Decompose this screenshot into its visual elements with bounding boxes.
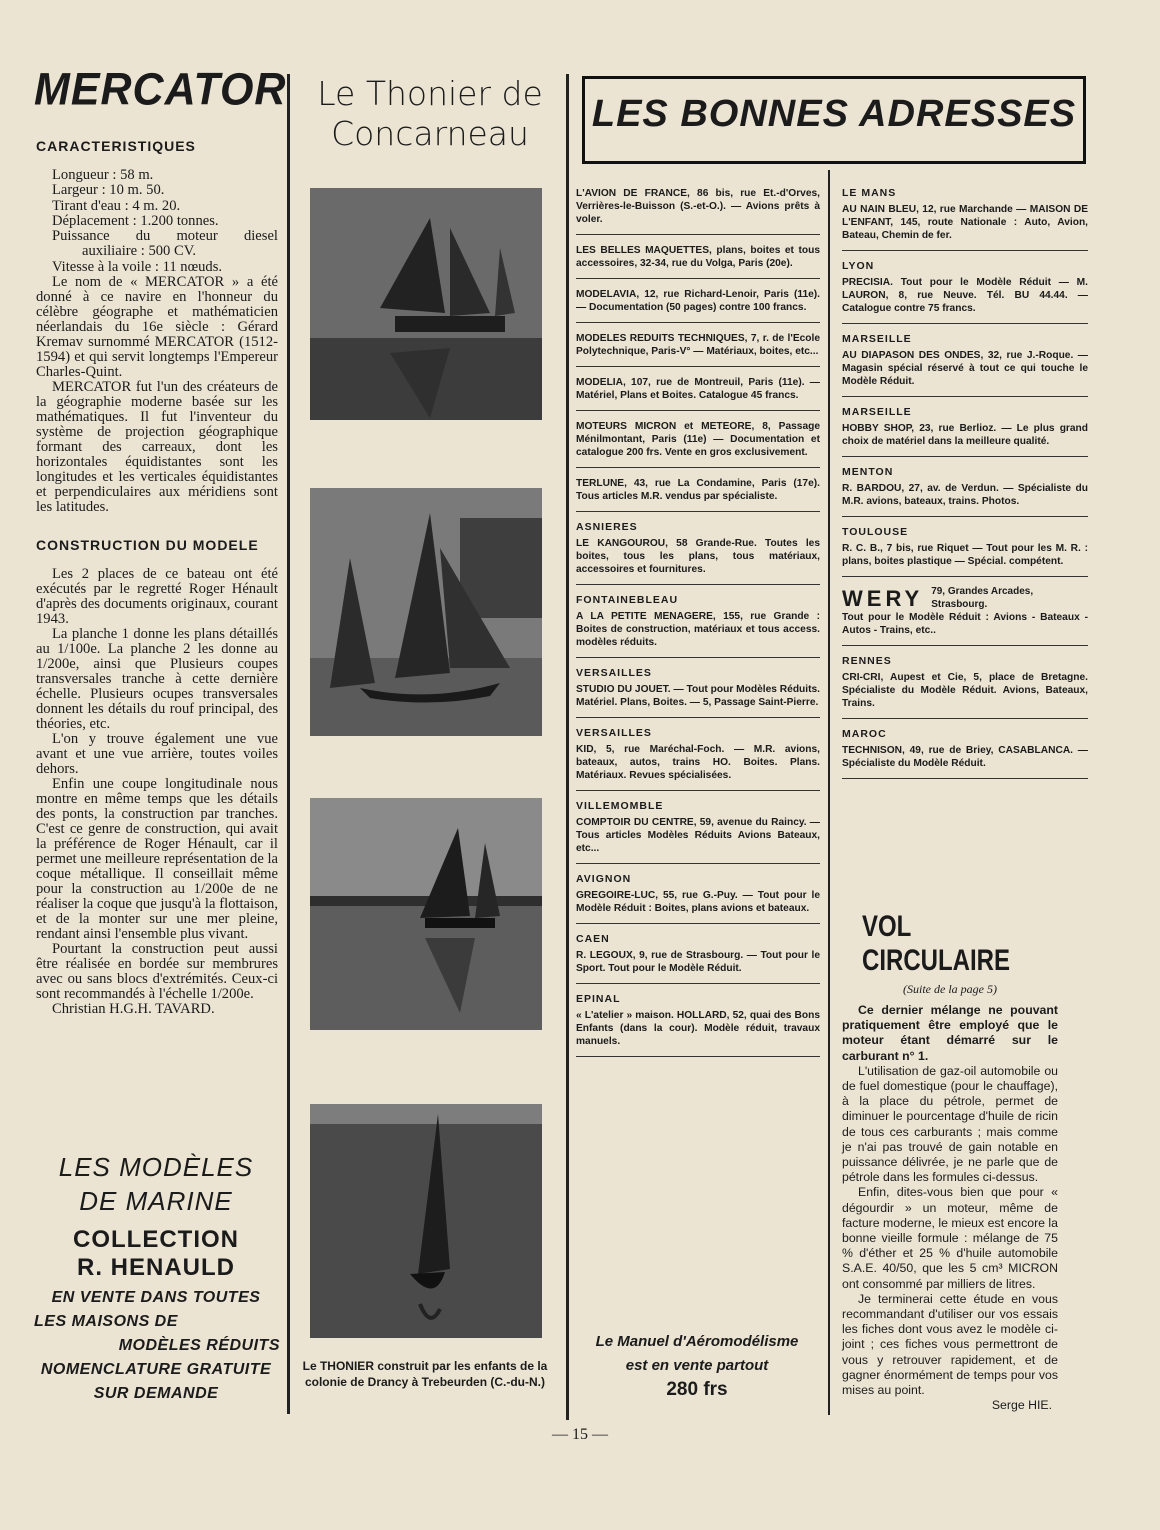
advert-line-1: LES MODÈLES [58,1152,254,1182]
address-city: MARSEILLE [842,333,912,345]
bonnes-adresses-banner [582,76,1086,164]
spec-power: Puissance du moteur diesel [52,228,278,245]
address-entry [576,371,820,411]
column-rule-middle [566,74,569,1420]
manuel-advert [570,1330,824,1402]
address-city: EPINAL [576,993,621,1005]
photo-caption: Le THONIER construit par les enfants de la colonie de Drancy à Trebeurden (C.-du-N.) [302,1359,548,1389]
address-city: MARSEILLE [842,406,912,418]
construction-heading: CONSTRUCTION DU MODELE [36,537,259,554]
address-entry [576,589,820,658]
henauld-advert [26,1150,286,1406]
spec-power-value: auxiliaire : 500 CV. [82,243,197,260]
address-city: MENTON [842,466,894,478]
thonier-title [300,74,560,154]
construction-paragraph-3: L'on y trouve également une vue avant et une vue arrière, toutes voiles dehors. [36,731,278,778]
address-entry [842,328,1088,397]
vol-paragraph-2: L'utilisation de gaz-oil automobile ou de fuel domestique (pour le chauffage), à la place du pétrole, permet de diminuer le pourcentage d'huile de ricin de tous ces carburants ; mais comme je n'ai pas trouvé de gain notable en puissance délivrée, je ne parle que de pétrole dans les formules ci-dessus. [842,1063,1058,1185]
addresses-column-2 [842,182,1088,783]
manuel-line-1: Le Manuel d'Aéromodélisme [595,1333,799,1350]
wery-text: Tout pour le Modèle Réduit : Avions - Bateaux - Autos - Trains, etc.. [842,612,1088,636]
column-rule-right [828,170,830,1415]
address-entry [842,650,1088,719]
address-text: L'AVION DE FRANCE, 86 bis, rue Et.-d'Orves, Verrières-le-Buisson (S.-et-O.). — Avions prêts à voler. [576,188,820,225]
specs-list [52,168,278,275]
address-text: GREGOIRE-LUC, 55, rue G.-Puy. — Tout pour le Modèle Réduit : Boites, plans avions et bateaux. [576,890,820,914]
address-text: MODELAVIA, 12, rue Richard-Lenoir, Paris (11e). — Documentation (50 pages) contre 100 francs. [576,289,820,313]
address-city: MAROC [842,728,887,740]
photo-boat-harbour [310,188,542,420]
address-city: LYON [842,260,875,272]
vol-circulaire-subtitle: (Suite de la page 5) [903,982,997,996]
address-entry [576,662,820,718]
vol-paragraph-1: Ce dernier mélange ne pouvant pratiquement être employé que le moteur étant démarré sur le carburant n° 1. [842,1003,1058,1063]
thonier-title-line-2: Concarneau [331,114,529,153]
address-text: KID, 5, rue Maréchal-Foch. — M.R. avions, bateaux, autos, trains HO. Boites. Plans. Matériaux. Revues spécialisées. [576,744,820,781]
address-text: MODELIA, 107, rue de Montreuil, Paris (11e). — Matériel, Plans et Boites. Catalogue 45 francs. [576,377,820,401]
address-entry [576,327,820,367]
wery-logo: WERY [842,585,924,611]
construction-paragraph-5: Pourtant la construction peut aussi être réalisée en bordée sur membrures avec ou sans blocs d'extrémités. Ceux-ci sont recommandés à l'échelle 1/200e. [36,941,278,1003]
vol-circulaire-title: VOL CIRCULAIRE [862,910,1010,977]
address-entry [842,182,1088,251]
address-text: R. BARDOU, 27, av. de Verdun. — Spécialiste du M.R. avions, bateaux, trains. Photos. [842,483,1088,507]
address-city: AVIGNON [576,873,632,885]
address-entry [576,928,820,984]
address-text: AU NAIN BLEU, 12, rue Marchande — MAISON DE L'ENFANT, 145, route Nationale : Auto, Avion, Bateau, Chemin de fer. [842,204,1088,241]
address-text: TERLUNE, 43, rue La Condamine, Paris (17e). Tous articles M.R. vendus par spécialiste. [576,478,820,502]
spec-width: Largeur : 10 m. 50. [52,182,165,199]
address-entry [576,283,820,323]
address-text: R. LEGOUX, 9, rue de Strasbourg. — Tout pour le Sport. Tout pour le Modèle Réduit. [576,950,820,974]
advert-line-9: SUR DEMANDE [93,1385,219,1402]
advert-line-8: NOMENCLATURE GRATUITE [40,1361,272,1378]
characteristics-heading: CARACTERISTIQUES [36,138,196,154]
address-text: AU DIAPASON DES ONDES, 32, rue J.-Roque. — Magasin spécial réservé à tout ce qui touche le Modèle Réduit. [842,350,1088,387]
address-entry [576,516,820,585]
mercator-article [36,138,278,1017]
mercator-paragraph-2: MERCATOR fut l'un des créateurs de la géographie moderne basée sur les mathématiques. Il fut l'inventeur du système de projection géographique formant des carreaux, dont les horizontales équidistantes sont les longitudes et les verticales équidistantes et perpendiculaires aux méridiens sont les latitudes. [36,379,278,516]
thonier-title-line-1: Le Thonier de [317,74,543,113]
address-entry [576,988,820,1057]
address-entry [576,795,820,864]
address-city: TOULOUSE [842,526,909,538]
vol-paragraph-4: Je terminerai cette étude en vous recommandant d'utiliser our vos essais les fiches dont vous avez le modèle ci-joint ; ces fiches vous permettront de vous y retrouver rapidement, et de gagner énormément de temps pour vos mises au point. [842,1291,1058,1398]
address-entry [576,472,820,512]
construction-paragraph-2: La planche 1 donne les plans détaillés au 1/100e. La planche 2 les donne au 1/200e, ainsi que Plusieurs coupes transversales tranche à cette dernière échelle. Plusieurs ocupes transversales donnent les détails du rouf principal, des théories, etc. [36,626,278,733]
address-city: LE MANS [842,187,897,199]
advert-line-7: MODÈLES RÉDUITS [118,1337,280,1354]
address-text: R. C. B., 7 bis, rue Riquet — Tout pour les M. R. : plans, boites plastique — Spécial. compétent. [842,543,1088,567]
address-text: « L'atelier » maison. HOLLARD, 52, quai des Bons Enfants (dans la cour). Modèle réduit, travaux manuels. [576,1010,820,1047]
address-text: PRECISIA. Tout pour le Modèle Réduit — M. LAURON, 8, rue Neuve. Tél. BU 44.44. — Catalogue contre 75 francs. [842,277,1088,314]
construction-paragraph-1: Les 2 places de ce bateau ont été exécutés par le regretté Roger Hénault d'après des documents originaux, courant 1943. [36,566,278,628]
address-entry [576,868,820,924]
mercator-paragraph-1: Le nom de « MERCATOR » a été donné à ce navire en l'honneur du célèbre géographe et mathématicien néerlandais du 16e siècle : Gérard Kremav surnommé MERCATOR (1512-1594) et qui servit longtemps l'Empereur Charles-Quint. [36,274,278,381]
address-text: LE KANGOUROU, 58 Grande-Rue. Toutes les boites, tous les plans, tous matériaux, accessoires et fournitures. [576,538,820,575]
vol-paragraph-3: Enfin, dites-vous bien que pour « dégourdir » un moteur, même de facture moderne, le mieux est encore la bonne vieille formule : mélange de 75 % d'éther et 25 % d'huile automobile S.A.E. 40/50, que les 5 cm³ MICRON ont consommé par milliers de litres. [842,1185,1058,1291]
address-text: A LA PETITE MENAGERE, 155, rue Grande : Boites de construction, matériaux et tous access. modèles réduits. [576,611,820,648]
advert-line-4: R. HENAULD [77,1254,235,1281]
spec-speed: Vitesse à la voile : 11 nœuds. [52,258,223,275]
advert-line-3: COLLECTION [73,1226,239,1253]
address-text: STUDIO DU JOUET. — Tout pour Modèles Réduits. Matériel. Plans, Boites. — 5, Passage Saint-Pierre. [576,684,820,708]
advert-line-2: DE MARINE [79,1186,233,1216]
mercator-title: MERCATOR [34,64,287,116]
vol-circulaire-article [842,910,1058,1413]
photo-boat-beach [310,488,542,736]
advert-line-5: EN VENTE DANS TOUTES [51,1289,261,1306]
manuel-price: 280 frs [666,1379,728,1400]
address-city: VERSAILLES [576,727,652,739]
bonnes-adresses-title: LES BONNES ADRESSES [591,93,1077,135]
address-text: LES BELLES MAQUETTES, plans, boites et tous accessoires, 32-34, rue du Volga, Paris (20e). [576,245,820,269]
construction-paragraph-4: Enfin une coupe longitudinale nous montre en même temps que les détails des ponts, la construction par tranches. C'est ce genre de construction, qui avait la préférence de Roger Hénault, car il permet une meilleure représentation de la coque métallique. Il conseillait même pour la construction au 1/200e de ne réaliser la coque que jusqu'à la flottaison, et de la monter sur une mer pleine, rendant ainsi l'ensemble plus vivant. [36,776,278,943]
address-entry [842,521,1088,577]
addresses-column-1 [576,182,820,1061]
column-rule-left [287,74,290,1414]
photo-boat-lake [310,798,542,1030]
address-city: VILLEMOMBLE [576,800,664,812]
address-entry [576,415,820,468]
photo-boat-sailing [310,1104,542,1338]
address-city: RENNES [842,655,892,667]
article-signature: Christian H.G.H. TAVARD. [52,1001,215,1018]
address-text: MODELES REDUITS TECHNIQUES, 7, r. de l'Ecole Polytechnique, Paris-V° — Matériaux, boites, etc... [576,333,820,357]
address-entry [842,461,1088,517]
address-text: TECHNISON, 49, rue de Briey, CASABLANCA. — Spécialiste du Modèle Réduit. [842,745,1088,769]
address-city: ASNIERES [576,521,638,533]
page-number: — 15 — [552,1426,608,1443]
spec-displacement: Déplacement : 1.200 tonnes. [52,212,219,229]
address-city: VERSAILLES [576,667,652,679]
spec-draught: Tirant d'eau : 4 m. 20. [52,197,181,214]
spec-length: Longueur : 58 m. [52,167,154,183]
address-entry [576,722,820,791]
address-city: CAEN [576,933,610,945]
wery-advert [842,581,1088,646]
wery-address: 79, Grandes Arcades, Strasbourg. [931,586,1034,610]
address-entry [842,401,1088,457]
address-entry [842,255,1088,324]
address-text: COMPTOIR DU CENTRE, 59, avenue du Raincy. — Tous articles Modèles Réduits Avions Bateaux, etc... [576,817,820,854]
address-entry [842,723,1088,779]
advert-line-6: LES MAISONS DE [34,1313,178,1330]
address-text: MOTEURS MICRON et METEORE, 8, Passage Ménilmontant, Paris (11e) — Documentation et catalogue 200 frs. Vente en gros exclusivement. [576,421,820,458]
address-text: CRI-CRI, Aupest et Cie, 5, place de Bretagne. Spécialiste du Modèle Réduit. Avions, Bateaux, Trains. [842,672,1088,709]
address-entry [576,182,820,235]
address-city: FONTAINEBLEAU [576,594,679,606]
address-entry [576,239,820,279]
address-text: HOBBY SHOP, 23, rue Berlioz. — Le plus grand choix de matériel dans la meilleure qualité. [842,423,1088,447]
vol-signature: Serge HIE. [991,1398,1052,1413]
manuel-line-2: est en vente partout [625,1357,769,1374]
